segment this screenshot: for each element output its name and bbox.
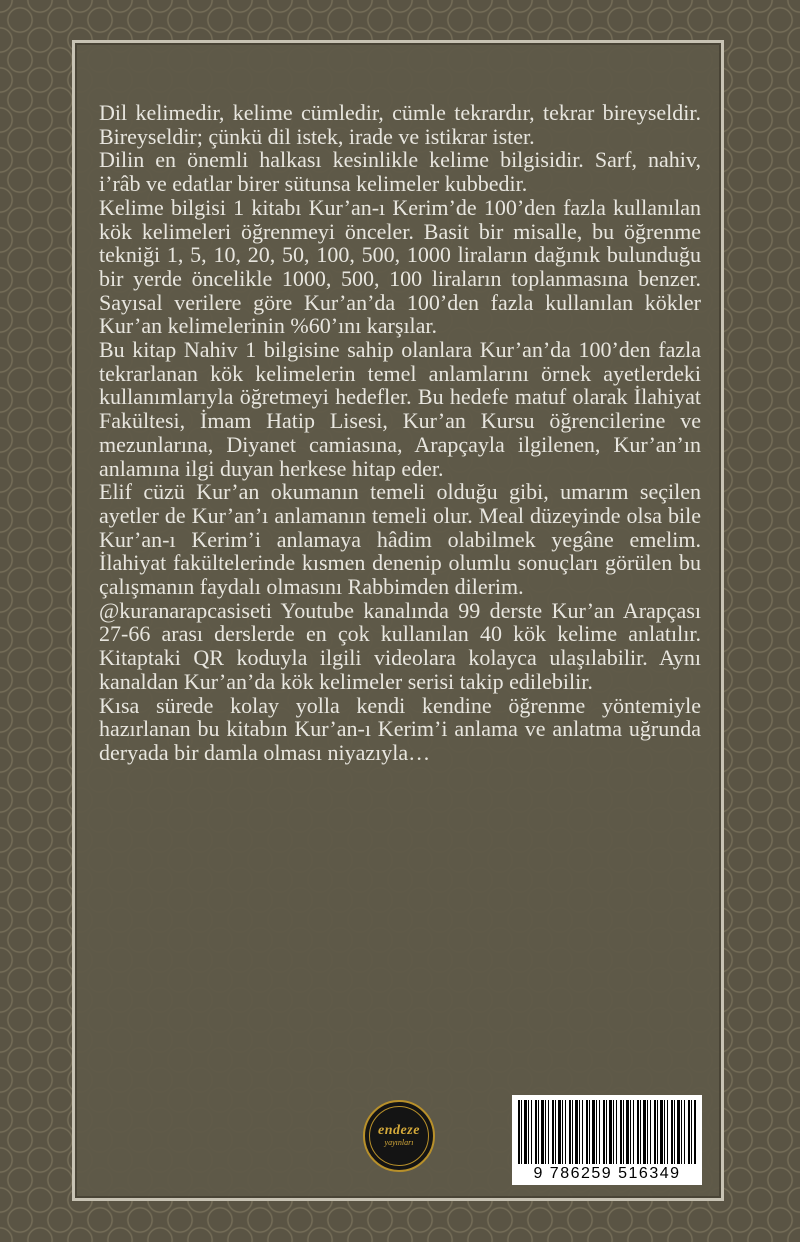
isbn-number: 9 786259 516349 [533, 1165, 681, 1182]
publisher-subtitle: yayınları [384, 1138, 414, 1147]
paragraph-2: Dilin en önemli halkası kesinlikle kelime bilgisidir. Sarf, nahiv, i’râb ve edatlar birer sütunsa kelimeler kubbedir. [99, 147, 701, 197]
paragraph-5: Elif cüzü Kur’an okumanın temeli olduğu gibi, umarım seçilen ayetler de Kur’an’ı anlamanın temeli olur. Meal düzeyinde olsa bile Kur’an-ı Kerim’i anlamaya hâdim olabilmek yegâne emelim. İlahiyat fakültelerinde kısmen denenip olumlu sonuçları görülen bu çalışmanın faydalı olmasını Rabbimden dilerim. [99, 479, 701, 600]
paragraph-1: Dil kelimedir, kelime cümledir, cümle tekrardır, tekrar bireyseldir. Bireyseldir; çünkü dil istek, irade ve istikrar ister. [99, 100, 701, 149]
publisher-name: endeze [378, 1123, 420, 1138]
description-text [99, 101, 701, 765]
paragraph-6: @kuranarapcasiseti Youtube kanalında 99 derste Kur’an Arapçası 27-66 arası derslerde en çok kullanılan 40 kök kelime anlatılır. Kitaptaki QR koduyla ilgili videolara kolayca ulaşılabilir. Aynı kanaldan Kur’an’da kök kelimeler serisi takip edilebilir. [99, 597, 701, 694]
paragraph-4: Bu kitap Nahiv 1 bilgisine sahip olanlara Kur’an’da 100’den fazla tekrarlanan kök kelimelerin temel anlamlarını örnek ayetlerdeki kullanımlarıyla öğretmeyi hedefler. Bu hedefe matuf olarak İlahiyat Fakültesi, İmam Hatip Lisesi, Kur’an Kursu öğrencilerine ve mezunlarına, Diyanet camiasına, Arapçayla ilgilenen, Kur’an’ın anlamına ilgi duyan herkese hitap eder. [99, 337, 701, 481]
logo-ring [369, 1106, 429, 1166]
paragraph-3: Kelime bilgisi 1 kitabı Kur’an-ı Kerim’de 100’den fazla kullanılan kök kelimeleri öğrenmeyi önceler. Basit bir misalle, bu öğrenme tekniği 1, 5, 10, 20, 50, 100, 500, 1000 liraların dağınık bulunduğu bir yerde öncelikle 1000, 500, 100 liraların toplanmasına benzer. Sayısal verilere göre Kur’an’da 100’den fazla kullanılan kökler Kur’an kelimelerinin %60’ını karşılar. [99, 194, 701, 339]
publisher-logo [363, 1100, 435, 1172]
barcode-bars [518, 1100, 696, 1164]
paragraph-7: Kısa sürede kolay yolla kendi kendine öğrenme yöntemiyle hazırlanan bu kitabın Kur’an-ı Kerim’i anlama ve anlatma uğrunda deryada bir damla olması niyazıyla… [99, 692, 701, 765]
isbn-barcode [512, 1095, 702, 1185]
text-panel [72, 40, 724, 1201]
